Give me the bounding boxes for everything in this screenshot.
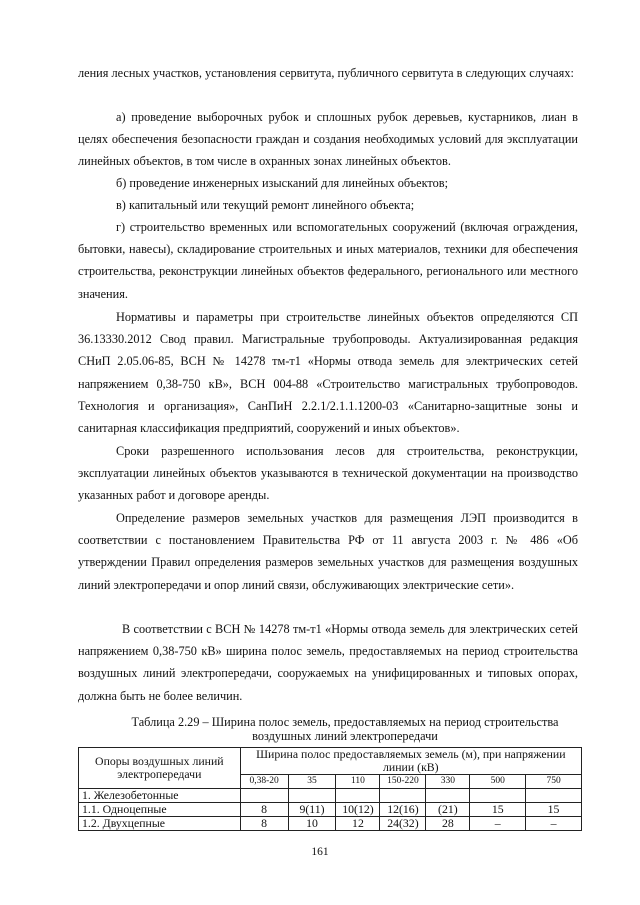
paragraph-item-b: б) проведение инженерных изысканий для линейных объектов; — [116, 176, 449, 190]
table-cell — [470, 789, 526, 803]
voltage-header: 110 — [336, 775, 380, 789]
table-row — [79, 817, 582, 831]
paragraph-continuation: ления лесных участков, установления сервитута, публичного сервитута в следующих случаях: — [78, 66, 574, 80]
land-width-table — [78, 747, 582, 831]
voltage-header: 0,38-20 — [240, 775, 288, 789]
table-cell — [336, 789, 380, 803]
row-label: 1.2. Двухцепные — [79, 817, 241, 831]
table-cell: 10(12) — [336, 803, 380, 817]
table-row — [79, 789, 582, 803]
table-caption: Таблица 2.29 – Ширина полос земель, предоставляемых на период строительства воздушных линий электропередачи — [131, 715, 559, 743]
table-cell: – — [470, 817, 526, 831]
table-cell: 15 — [526, 803, 582, 817]
header-width: Ширина полос предоставляемых земель (м), при напряжении линии (кВ) — [240, 748, 581, 775]
table-cell: (21) — [426, 803, 470, 817]
table-cell: 8 — [240, 803, 288, 817]
table-cell: 28 — [426, 817, 470, 831]
table-cell: 15 — [470, 803, 526, 817]
voltage-header: 330 — [426, 775, 470, 789]
table-cell — [426, 789, 470, 803]
table-cell — [526, 789, 582, 803]
paragraph-item-a: а) проведение выборочных рубок и сплошных рубок деревьев, кустарников, лиан в целях обеспечения безопасности граждан и создания необходимых условий для эксплуатации линейных объектов, в том числе в охранных зонах линейных объектов. — [78, 110, 578, 169]
table-cell: 10 — [288, 817, 336, 831]
table-cell: – — [526, 817, 582, 831]
page-number: 161 — [311, 846, 329, 858]
voltage-header: 750 — [526, 775, 582, 789]
table-cell: 12(16) — [380, 803, 426, 817]
table-cell — [380, 789, 426, 803]
row-label: 1. Железобетонные — [79, 789, 241, 803]
header-supports: Опоры воздушных линий электропередачи — [79, 748, 241, 789]
paragraph-item-g: г) строительство временных или вспомогательных сооружений (включая ограждения, бытовки, навесы), складирование строительных и иных материалов, техники для обеспечения строительства, реконструкции линейных объектов федерального, регионального или местного значения. — [78, 220, 578, 301]
table-row — [79, 803, 582, 817]
table-cell: 12 — [336, 817, 380, 831]
paragraph-lep-sizes: Определение размеров земельных участков для размещения ЛЭП производится в соответствии с постановлением Правительства РФ от 11 августа 2003 г. № 486 «Об утверждении Правил определения размеров земельных участков для размещения воздушных линий электропередачи и опор линий связи, обслуживающих электрические сети». — [78, 511, 578, 592]
table-cell — [240, 789, 288, 803]
table-cell — [288, 789, 336, 803]
voltage-header: 150-220 — [380, 775, 426, 789]
paragraph-item-v: в) капитальный или текущий ремонт линейного объекта; — [116, 198, 415, 212]
table-cell: 24(32) — [380, 817, 426, 831]
table-cell: 9(11) — [288, 803, 336, 817]
voltage-header: 500 — [470, 775, 526, 789]
paragraph-norms: Нормативы и параметры при строительстве линейных объектов определяются СП 36.13330.2012 Свод правил. Магистральные трубопроводы. Актуализированная редакция СНиП 2.05.06-85, ВСН № 14278 тм-т1 «Нормы отвода земель для электрических сетей напряжением 0,38-750 кВ», ВСН 004-88 «Строительство магистральных трубопроводов. Технология и организация», СанПиН 2.2.1/2.1.1.1200-03 «Санитарно-защитные зоны и санитарная классификация предприятий, сооружений и иных объектов». — [78, 310, 578, 436]
row-label: 1.1. Одноцепные — [79, 803, 241, 817]
paragraph-vsn: В соответствии с ВСН № 14278 тм-т1 «Нормы отвода земель для электрических сетей напряжением 0,38-750 кВ» ширина полос земель, предоставляемых на период строительства воздушных линий электропередачи, сооружаемых на унифицированных и типовых опорах, должна быть не более величин. — [78, 622, 578, 703]
paragraph-terms: Сроки разрешенного использования лесов для строительства, реконструкции, эксплуатации линейных объектов указываются в технической документации на производство указанных работ и договоре аренды. — [78, 444, 578, 503]
voltage-header: 35 — [288, 775, 336, 789]
table-cell: 8 — [240, 817, 288, 831]
